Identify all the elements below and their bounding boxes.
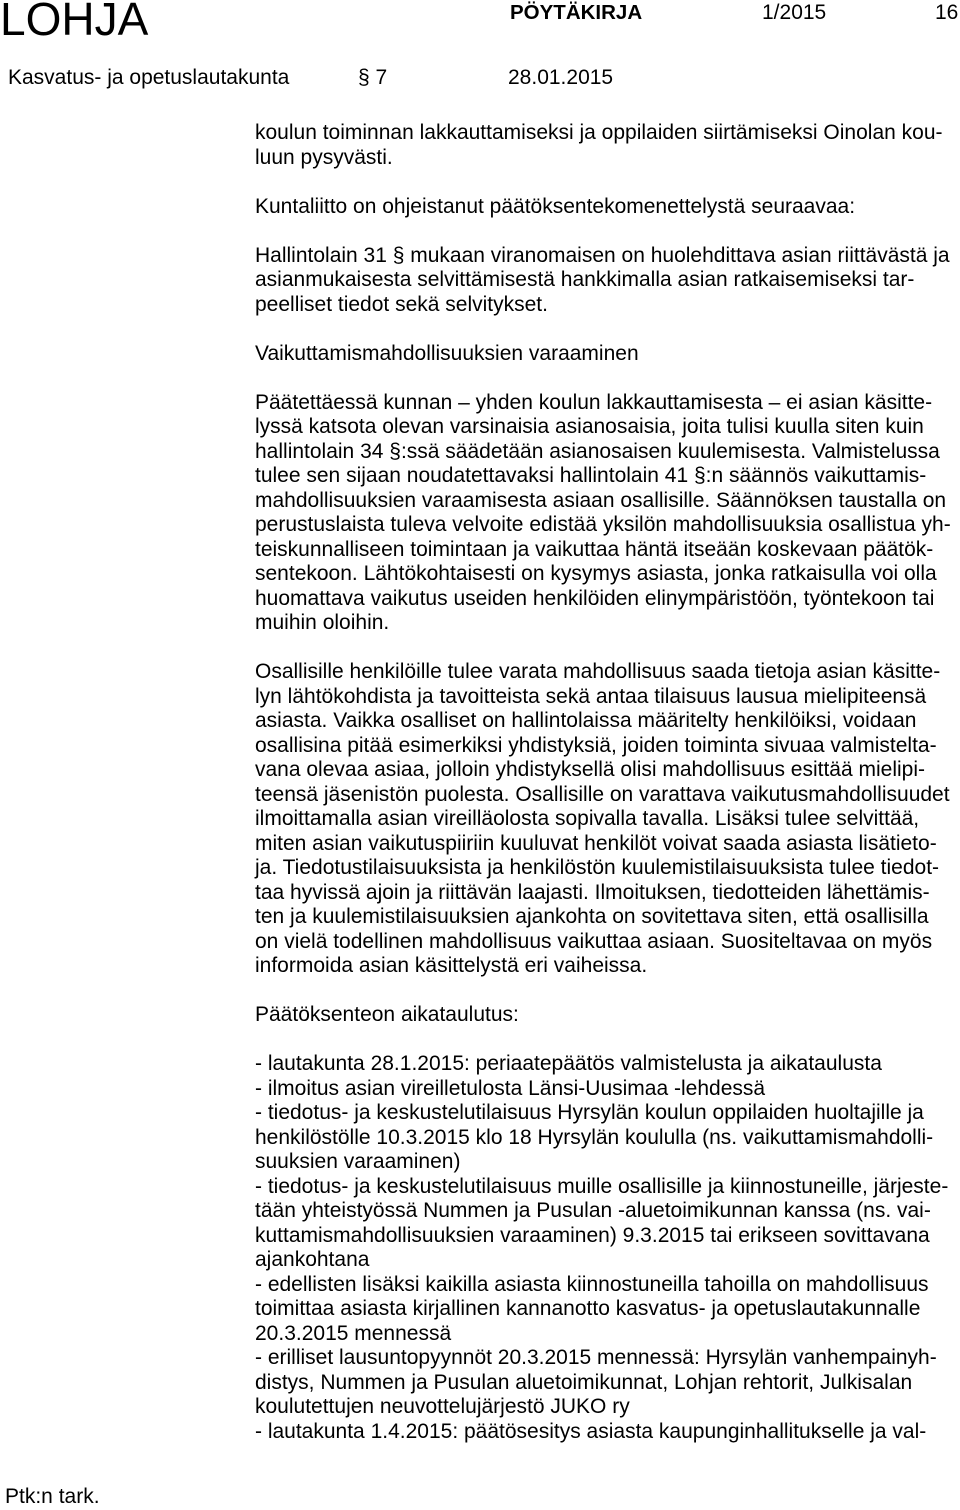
heading-line: Päätöksenteon aikataulutus: (255, 1003, 519, 1026)
schedule-item (255, 1420, 960, 1445)
schedule-item-line: - lautakunta 1.4.2015: päätösesitys asiasta kaupunginhallitukselle ja val- (255, 1419, 927, 1443)
document-type: PÖYTÄKIRJA (510, 1, 643, 24)
continuation-paragraph (255, 121, 960, 170)
body-line: perustuslaista tuleva velvoite edistää yksilön mahdollisuuksia osallistua yh- (255, 513, 951, 536)
meeting-date: 28.01.2015 (508, 66, 614, 89)
body-line: vana olevaa asiaa, jolloin yhdistyksellä olisi mahdollisuus esittää mielipi- (255, 758, 926, 781)
schedule-item-line: - ilmoitus asian vireilletulosta Länsi-Uusimaa -lehdessä (255, 1076, 766, 1100)
schedule-item-line: - tiedotus- ja keskustelutilaisuus muille osallisille ja kiinnostuneille, järjeste- (255, 1174, 949, 1198)
body-line: asiasta. Vaikka osalliset on hallintolaissa määritelty henkilöiksi, voidaan (255, 709, 917, 732)
schedule-item (255, 1273, 960, 1347)
schedule-item (255, 1052, 960, 1077)
section-number: § 7 (358, 66, 388, 89)
body-line: Hallintolain 31 § mukaan viranomaisen on huolehdittava asian riittävästä ja (255, 243, 950, 267)
body-line: Päätettäessä kunnan – yhden koulun lakkauttamisesta – ei asian käsitte- (255, 390, 933, 414)
law-reference-paragraph (255, 244, 960, 318)
body-line: luun pysyvästi. (255, 145, 393, 169)
section-heading (255, 342, 960, 367)
schedule-item-line: koulutettujen neuvottelujärjestö JUKO ry (255, 1395, 630, 1418)
schedule-item-line: suuksien varaaminen) (255, 1150, 461, 1173)
body-line: miten asian vaikutuspiiriin kuuluvat henkilöt voivat saada asiasta lisätieto- (255, 831, 937, 855)
schedule-item-line: ajankohtana (255, 1248, 370, 1271)
schedule-item-line: toimittaa asiasta kirjallinen kannanotto kasvatus- ja opetuslautakunnalle (255, 1297, 921, 1320)
schedule-item-line: - tiedotus- ja keskustelutilaisuus Hyrsylän koulun oppilaiden huoltajille ja (255, 1101, 924, 1124)
page-number: 16 (935, 1, 959, 24)
body-line: Kuntaliitto on ohjeistanut päätöksentekomenettelystä seuraavaa: (255, 194, 856, 218)
schedule-item-line: 20.3.2015 mennessä (255, 1321, 452, 1345)
schedule-item-line: - erilliset lausuntopyynnöt 20.3.2015 mennessä: Hyrsylän vanhempainyh- (255, 1346, 937, 1369)
schedule-item (255, 1077, 960, 1102)
body-line: ilmoittamalla asian vireilläolosta sopivalla tavalla. Lisäksi tulee selvittää, (255, 807, 920, 830)
committee-name: Kasvatus- ja opetuslautakunta (8, 66, 290, 89)
body-line: lyn lähtökohdista ja tavoitteista sekä antaa tilaisuus lausua mielipiteensä (255, 684, 927, 708)
schedule-heading (255, 1003, 960, 1028)
body-line: taa hyvissä ajoin ja riittävän laajasti. Ilmoituksen, tiedotteiden lähettämis- (255, 880, 930, 904)
body-line: sentekoon. Lähtökohtaisesti on kysymys asiasta, jonka ratkaisulla voi olla (255, 562, 937, 585)
document-number: 1/2015 (762, 1, 827, 24)
participation-paragraph (255, 391, 960, 636)
schedule-list (255, 1052, 960, 1444)
body-line: teiskunnalliseen toimintaan ja vaikuttaa häntä itseään koskevaan päätök- (255, 537, 934, 561)
body-line: lyssä katsota olevan varsinaisia asianosaisia, joita tulisi kuulla siten kuin (255, 415, 924, 438)
body-line: teensä jäsenistön puolesta. Osallisille on varattava vaikutusmahdollisuudet (255, 782, 950, 806)
heading-line: Vaikuttamismahdollisuuksien varaaminen (255, 341, 639, 365)
schedule-item (255, 1346, 960, 1420)
body-line: huomattava vaikutus useiden henkilöiden elinympäristöön, työntekoon tai (255, 586, 935, 610)
body-line: ja. Tiedotustilaisuuksista ja henkilöstön kuulemistilaisuuksista tulee tiedot- (255, 856, 940, 879)
schedule-item (255, 1175, 960, 1273)
schedule-item-line: tään yhteistyössä Nummen ja Pusulan -aluetoimikunnan kanssa (ns. vai- (255, 1199, 931, 1222)
guidance-intro-paragraph (255, 195, 960, 220)
body-line: mahdollisuuksien varaamisesta asiaan osallisille. Säännöksen taustalla on (255, 488, 947, 512)
body-line: tulee sen sijaan noudatettavaksi hallintolain 41 §:n säännös vaikuttamis- (255, 464, 927, 487)
minutes-checker-label: Ptk:n tark. (5, 1485, 100, 1508)
body-line: muihin oloihin. (255, 611, 390, 634)
body-line: hallintolain 34 §:ssä säädetään asianosaisen kuulemisesta. Valmistelussa (255, 439, 940, 463)
body-line: ten ja kuulemistilaisuuksien ajankohta on sovitettava siten, että osallisilla (255, 905, 929, 928)
body-line: osallisina pitää esimerkiksi yhdistyksiä, joiden toiminta sivuaa valmistelta- (255, 733, 937, 757)
schedule-item-line: kuttamismahdollisuuksien varaaminen) 9.3.2015 tai erikseen sovittavana (255, 1223, 930, 1247)
schedule-item-line: - lautakunta 28.1.2015: periaatepäätös valmistelusta ja aikataulusta (255, 1052, 882, 1075)
schedule-item (255, 1101, 960, 1175)
body-line: peelliset tiedot sekä selvitykset. (255, 292, 548, 316)
body-line: on vielä todellinen mahdollisuus vaikuttaa asiaan. Suositeltavaa on myös (255, 929, 933, 953)
schedule-item-line: henkilöstölle 10.3.2015 klo 18 Hyrsylän koululla (ns. vaikuttamismahdolli- (255, 1125, 934, 1149)
body-line: Osallisille henkilöille tulee varata mahdollisuus saada tietoja asian käsitte- (255, 660, 941, 683)
schedule-item-line: distys, Nummen ja Pusulan aluetoimikunnat, Lohjan rehtorit, Julkisalan (255, 1370, 913, 1394)
schedule-item-line: - edellisten lisäksi kaikilla asiasta kiinnostuneilla tahoilla on mahdollisuus (255, 1272, 929, 1296)
document-body (255, 121, 960, 1469)
stakeholders-paragraph (255, 660, 960, 979)
lohja-logo: LOHJA (0, 0, 149, 45)
body-line: informoida asian käsittelystä eri vaiheissa. (255, 954, 648, 977)
body-line: asianmukaisesta selvittämisestä hankkimalla asian ratkaisemiseksi tar- (255, 268, 915, 291)
body-line: koulun toiminnan lakkauttamiseksi ja oppilaiden siirtämiseksi Oinolan kou- (255, 121, 943, 144)
